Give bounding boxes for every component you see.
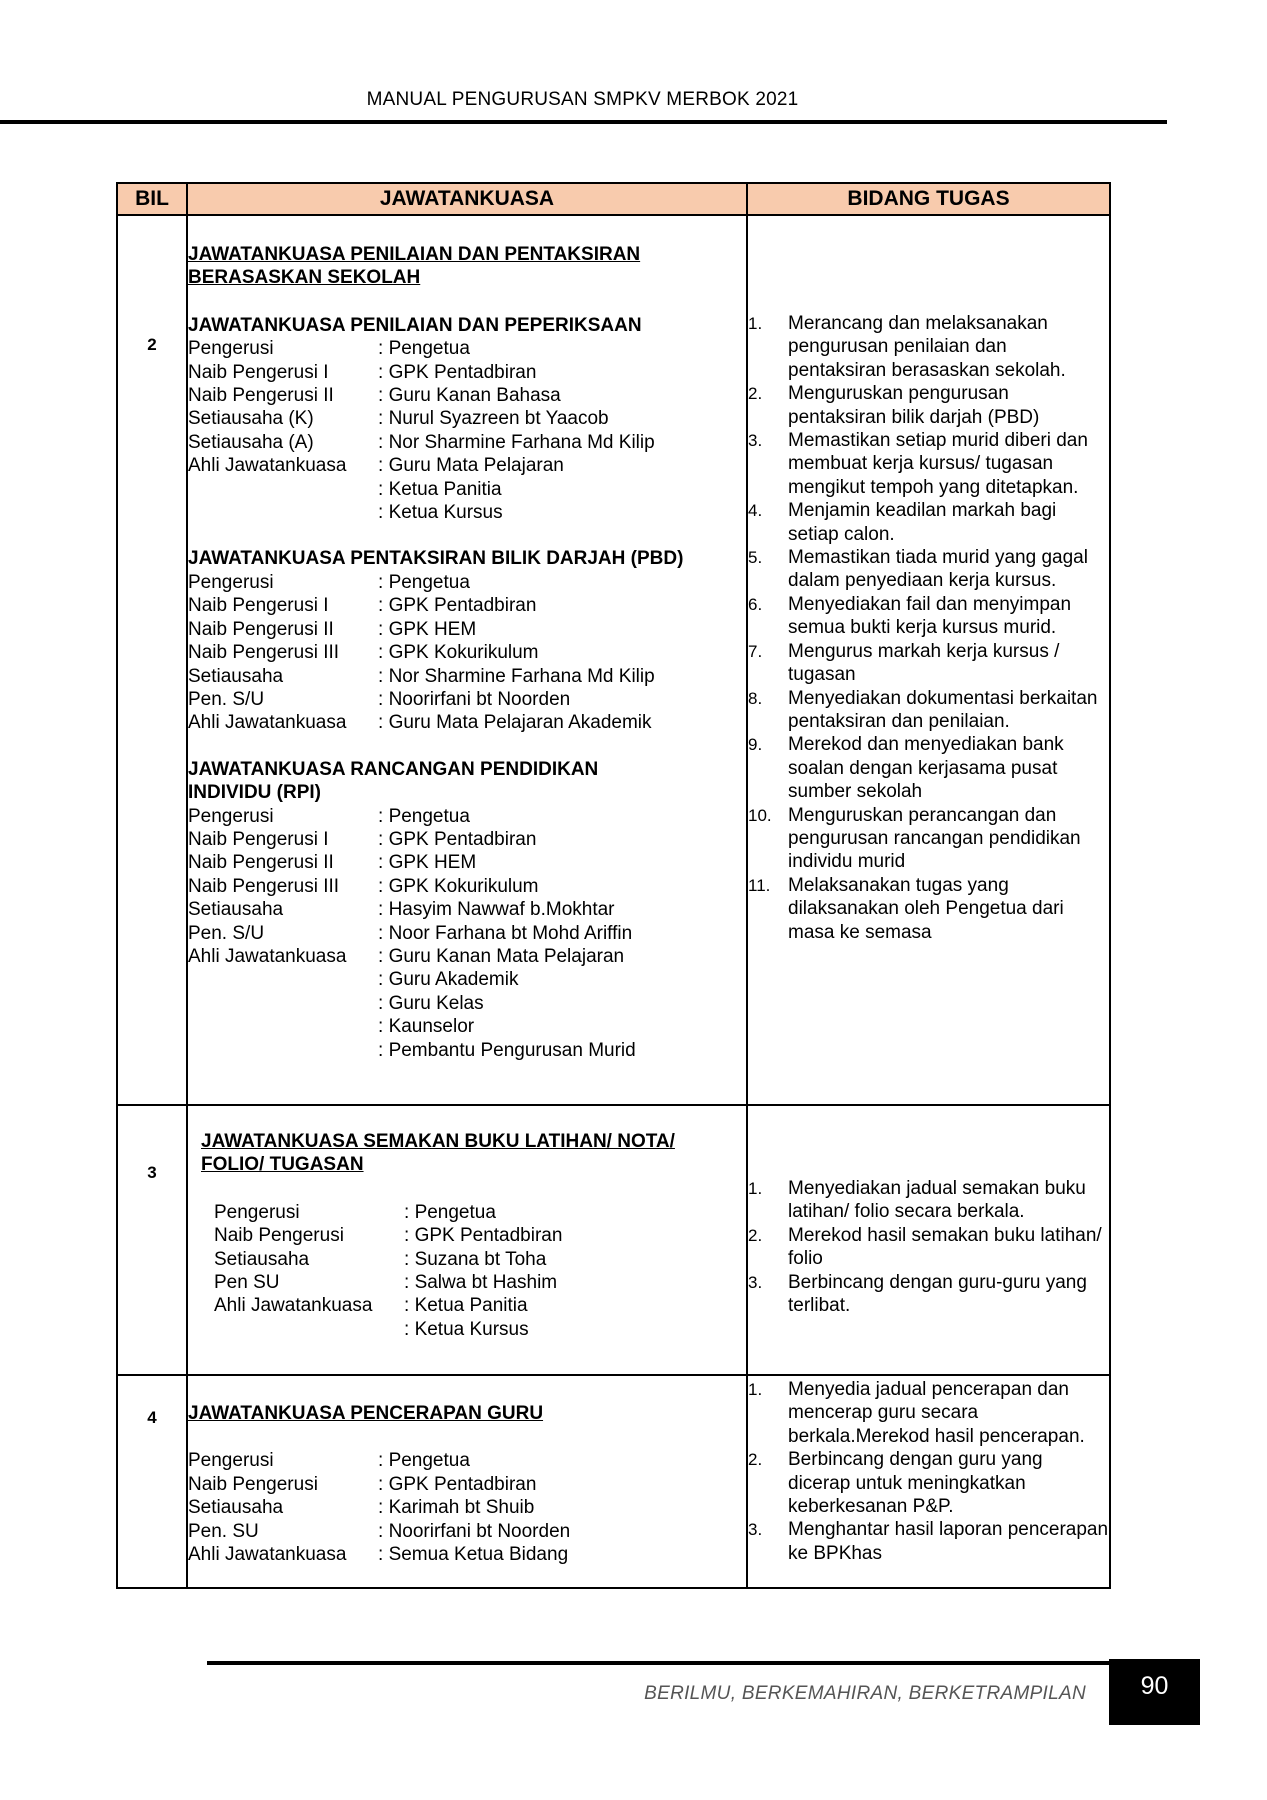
member-role: Naib Pengerusi: [188, 1473, 318, 1495]
duty-number: 2.: [748, 1450, 763, 1470]
member-row: Naib Pengerusi : GPK Pentadbiran: [188, 1473, 746, 1496]
member-row: Ahli Jawatankuasa : Guru Kanan Mata Pelajaran: [188, 945, 746, 968]
row-number: [117, 215, 187, 1105]
committee-cell: [187, 1375, 747, 1588]
member-name: GPK HEM: [388, 618, 477, 640]
member-name: GPK Pentadbiran: [388, 1473, 537, 1495]
member-row: : Ketua Kursus: [188, 501, 746, 524]
committee-table: [116, 182, 1111, 1589]
duty-number: 5.: [748, 548, 763, 568]
duty-text: Berbincang dengan guru yang dicerap untuk meningkatkan keberkesanan P&P.: [788, 1449, 1043, 1518]
member-role: [188, 501, 378, 524]
member-row: Ahli Jawatankuasa : Guru Mata Pelajaran: [188, 454, 746, 477]
member-role: Naib Pengerusi I: [188, 828, 329, 850]
duty-number: 10.: [748, 805, 772, 825]
member-role: Ahli Jawatankuasa: [188, 455, 347, 477]
committee-title: JAWATANKUASA PENCERAPAN GURU: [188, 1403, 544, 1424]
member-name: Guru Mata Pelajaran: [388, 455, 564, 477]
duty-text: Menyediakan dokumentasi berkaitan pentaksiran dan penilaian.: [788, 687, 1098, 732]
table-row: [117, 1375, 1110, 1588]
member-name: Ketua Panitia: [388, 478, 502, 500]
duty-text: Menyediakan fail dan menyimpan semua bukti kerja kursus murid.: [788, 593, 1072, 639]
member-role: Pen. S/U: [188, 922, 265, 944]
list-item: [748, 429, 1109, 499]
member-name: GPK Kokurikulum: [388, 642, 539, 664]
list-item: [748, 1224, 1109, 1271]
duty-number: 11.: [748, 875, 771, 895]
duty-number: 3.: [748, 1520, 763, 1540]
member-name: Karimah bt Shuib: [388, 1497, 535, 1519]
member-name: Guru Kanan Mata Pelajaran: [388, 945, 625, 967]
member-role: Ahli Jawatankuasa: [214, 1295, 373, 1317]
member-role: [188, 1039, 378, 1062]
member-role: Pen. SU: [188, 1520, 259, 1542]
column-header-bil: BIL: [117, 183, 187, 215]
list-item: [748, 499, 1109, 546]
member-row: Pengerusi : Pengetua: [188, 337, 746, 360]
member-name: Pengetua: [414, 1201, 496, 1223]
member-name: Ketua Kursus: [414, 1318, 529, 1340]
member-name: Salwa bt Hashim: [414, 1272, 558, 1294]
duties-list: [748, 312, 1109, 944]
duty-text: Mengurus markah kerja kursus / tugasan: [788, 640, 1060, 686]
member-name: Noorirfani bt Noorden: [388, 688, 571, 710]
member-row: : Ketua Panitia: [188, 478, 746, 501]
row-number-value: 4: [147, 1408, 157, 1427]
member-role: Ahli Jawatankuasa: [188, 712, 347, 734]
member-row: Naib Pengerusi I : GPK Pentadbiran: [188, 594, 746, 617]
member-role: Pen SU: [214, 1272, 280, 1294]
duty-text: Menjamin keadilan markah bagi setiap calon.: [788, 500, 1057, 545]
member-role: [188, 968, 378, 991]
row-number: [117, 1375, 187, 1588]
member-name: Guru Kelas: [388, 992, 484, 1014]
member-name: Noorirfani bt Noorden: [388, 1520, 571, 1542]
row-number: [117, 1105, 187, 1375]
duties-list: [748, 1378, 1109, 1565]
duties-list: [748, 1177, 1109, 1317]
member-row: Naib Pengerusi II : GPK HEM: [188, 851, 746, 874]
member-name: Hasyim Nawwaf b.Mokhtar: [388, 899, 615, 921]
member-role: Ahli Jawatankuasa: [188, 1544, 347, 1566]
list-item: [748, 546, 1109, 593]
member-name: Nor Sharmine Farhana Md Kilip: [388, 431, 655, 453]
member-row: Naib Pengerusi I : GPK Pentadbiran: [188, 828, 746, 851]
member-row: Naib Pengerusi I : GPK Pentadbiran: [188, 361, 746, 384]
duty-text: Merekod hasil semakan buku latihan/ folio: [788, 1224, 1102, 1270]
list-item: [748, 1378, 1109, 1448]
list-item: [748, 804, 1109, 874]
member-role: Pengerusi: [214, 1201, 300, 1223]
committee-cell: [187, 1105, 747, 1375]
duty-number: 1.: [748, 314, 763, 333]
member-role: [188, 992, 378, 1015]
member-name: Ketua Panitia: [414, 1295, 528, 1317]
duty-number: 3.: [748, 1272, 763, 1292]
member-row: Naib Pengerusi : GPK Pentadbiran: [214, 1224, 746, 1247]
header-divider: [0, 120, 1167, 124]
subcommittee-title: JAWATANKUASA PENILAIAN DAN PEPERIKSAAN: [188, 314, 642, 336]
list-item: [748, 687, 1109, 734]
member-role: Naib Pengerusi II: [188, 385, 334, 407]
member-name: Guru Mata Pelajaran Akademik: [388, 712, 652, 734]
member-name: Kaunselor: [388, 1016, 475, 1038]
member-role: Naib Pengerusi I: [188, 595, 329, 617]
list-item: [748, 1271, 1109, 1318]
member-role: Setiausaha: [188, 1497, 284, 1519]
member-name: Suzana bt Toha: [414, 1248, 547, 1270]
duty-number: 4.: [748, 501, 763, 521]
duty-text: Memastikan setiap murid diberi dan membuat kerja kursus/ tugasan mengikut tempoh yang ditetapkan.: [788, 430, 1088, 498]
member-name: Pengetua: [388, 805, 470, 827]
duty-number: 1.: [748, 1179, 763, 1198]
member-row: Setiausaha : Karimah bt Shuib: [188, 1496, 746, 1519]
member-row: Ahli Jawatankuasa : Guru Mata Pelajaran Akademik: [188, 711, 746, 734]
duty-text: Merancang dan melaksanakan pengurusan penilaian dan pentaksiran berasaskan sekolah.: [788, 313, 1066, 381]
duty-text: Berbincang dengan guru-guru yang terlibat.: [788, 1271, 1087, 1317]
member-role: Naib Pengerusi III: [188, 642, 340, 664]
duties-cell: [747, 215, 1110, 1105]
member-name: Pembantu Pengurusan Murid: [388, 1039, 636, 1061]
member-row: Pen SU : Salwa bt Hashim: [214, 1271, 746, 1294]
page-number: 90: [1109, 1659, 1200, 1725]
committee-title: JAWATANKUASA SEMAKAN BUKU LATIHAN/ NOTA/ FOLIO/ TUGASAN: [201, 1131, 675, 1176]
duty-text: Merekod dan menyediakan bank soalan dengan kerjasama pusat sumber sekolah: [788, 734, 1064, 803]
member-name: Semua Ketua Bidang: [388, 1544, 569, 1566]
member-row: Naib Pengerusi III : GPK Kokurikulum: [188, 875, 746, 898]
list-item: [748, 382, 1109, 429]
duty-number: 1.: [748, 1380, 763, 1399]
member-name: GPK Pentadbiran: [388, 828, 537, 850]
member-row: : Pembantu Pengurusan Murid: [188, 1039, 746, 1062]
member-name: Guru Kanan Bahasa: [388, 385, 561, 407]
member-role: Naib Pengerusi III: [188, 875, 340, 897]
list-item: [748, 1448, 1109, 1518]
subcommittee-title: JAWATANKUASA PENTAKSIRAN BILIK DARJAH (PBD): [188, 548, 684, 570]
duty-text: Menghantar hasil laporan pencerapan ke BPKhas: [788, 1519, 1109, 1564]
duty-text: Melaksanakan tugas yang dilaksanakan oleh Pengetua dari masa ke semasa: [788, 874, 1064, 943]
member-row: : Kaunselor: [188, 1015, 746, 1038]
member-name: Guru Akademik: [388, 969, 519, 991]
duty-text: Menguruskan pengurusan pentaksiran bilik darjah (PBD): [788, 383, 1040, 428]
member-role: Naib Pengerusi: [214, 1225, 344, 1247]
duty-text: Menguruskan perancangan dan pengurusan rancangan pendidikan individu murid: [788, 804, 1081, 873]
member-role: Naib Pengerusi II: [188, 618, 334, 640]
member-role: Pengerusi: [188, 805, 274, 827]
member-name: GPK Pentadbiran: [388, 361, 537, 383]
member-row: Setiausaha : Nor Sharmine Farhana Md Kilip: [188, 665, 746, 688]
footer-motto: BERILMU, BERKEMAHIRAN, BERKETRAMPILAN: [644, 1683, 1086, 1704]
member-name: Nor Sharmine Farhana Md Kilip: [388, 665, 655, 687]
subcommittee-title: JAWATANKUASA RANCANGAN PENDIDIKAN INDIVIDU (RPI): [188, 758, 599, 804]
committee-cell: [187, 215, 747, 1105]
member-role: Naib Pengerusi I: [188, 361, 329, 383]
member-row: Setiausaha : Suzana bt Toha: [214, 1248, 746, 1271]
row-number-value: 3: [147, 1163, 157, 1182]
member-name: GPK Pentadbiran: [414, 1225, 563, 1247]
row-number-value: 2: [147, 335, 157, 354]
duties-cell: [747, 1375, 1110, 1588]
member-name: GPK Kokurikulum: [388, 875, 539, 897]
list-item: [748, 874, 1109, 944]
duty-number: 3.: [748, 431, 763, 451]
member-name: Pengetua: [388, 338, 470, 360]
list-item: [748, 733, 1109, 803]
member-name: Nurul Syazreen bt Yaacob: [388, 408, 609, 430]
footer-divider: [207, 1661, 1110, 1665]
member-role: Pengerusi: [188, 1450, 274, 1472]
member-row: Ahli Jawatankuasa : Ketua Panitia: [214, 1294, 746, 1317]
member-row: Naib Pengerusi II : Guru Kanan Bahasa: [188, 384, 746, 407]
member-row: Setiausaha (A) : Nor Sharmine Farhana Md Kilip: [188, 431, 746, 454]
member-name: Pengetua: [388, 1450, 470, 1472]
column-header-bidang-tugas: BIDANG TUGAS: [747, 183, 1110, 215]
member-role: Setiausaha: [214, 1248, 310, 1270]
list-item: [748, 1177, 1109, 1224]
list-item: [748, 593, 1109, 640]
member-row: Pengerusi : Pengetua: [214, 1201, 746, 1224]
member-row: : Ketua Kursus: [214, 1318, 746, 1341]
member-name: GPK HEM: [388, 852, 477, 874]
duties-cell: [747, 1105, 1110, 1375]
column-header-jawatankuasa: JAWATANKUASA: [187, 183, 747, 215]
member-row: Pen. S/U : Noorirfani bt Noorden: [188, 688, 746, 711]
duty-number: 2.: [748, 1225, 763, 1245]
member-role: Setiausaha: [188, 899, 284, 921]
member-row: : Guru Kelas: [188, 992, 746, 1015]
duty-number: 8.: [748, 688, 763, 708]
member-role: [188, 478, 378, 501]
member-role: Pengerusi: [188, 571, 274, 593]
committee-title: JAWATANKUASA PENILAIAN DAN PENTAKSIRAN BERASASKAN SEKOLAH: [188, 244, 641, 289]
member-role: Ahli Jawatankuasa: [188, 945, 347, 967]
member-row: Naib Pengerusi II : GPK HEM: [188, 618, 746, 641]
duty-number: 9.: [748, 735, 763, 755]
member-role: Setiausaha (A): [188, 431, 314, 453]
member-role: Pengerusi: [188, 338, 274, 360]
member-row: Pengerusi : Pengetua: [188, 571, 746, 594]
member-row: Pen. S/U : Noor Farhana bt Mohd Ariffin: [188, 922, 746, 945]
member-name: GPK Pentadbiran: [388, 595, 537, 617]
member-name: Pengetua: [388, 571, 470, 593]
member-role: Setiausaha (K): [188, 408, 314, 430]
member-row: : Guru Akademik: [188, 968, 746, 991]
member-row: Naib Pengerusi III : GPK Kokurikulum: [188, 641, 746, 664]
member-row: Pen. SU : Noorirfani bt Noorden: [188, 1520, 746, 1543]
table-row: [117, 215, 1110, 1105]
member-row: Setiausaha : Hasyim Nawwaf b.Mokhtar: [188, 898, 746, 921]
duty-number: 2.: [748, 384, 763, 404]
table-header-row: [117, 183, 1110, 215]
list-item: [748, 312, 1109, 382]
list-item: [748, 1518, 1109, 1565]
member-role: [214, 1318, 404, 1341]
list-item: [748, 640, 1109, 687]
member-role: [188, 1015, 378, 1038]
duty-text: Menyediakan jadual semakan buku latihan/ folio secara berkala.: [788, 1178, 1086, 1223]
page-header-title: MANUAL PENGURUSAN SMPKV MERBOK 2021: [366, 89, 799, 110]
member-row: Ahli Jawatankuasa : Semua Ketua Bidang: [188, 1543, 746, 1566]
member-role: Setiausaha: [188, 665, 284, 687]
member-name: Noor Farhana bt Mohd Ariffin: [388, 922, 633, 944]
duty-text: Menyedia jadual pencerapan dan mencerap guru secara berkala.Merekod hasil pencerapan.: [788, 1379, 1085, 1447]
member-row: Setiausaha (K) : Nurul Syazreen bt Yaacob: [188, 407, 746, 430]
member-row: Pengerusi : Pengetua: [188, 1449, 746, 1472]
member-role: Naib Pengerusi II: [188, 852, 334, 874]
member-name: Ketua Kursus: [388, 502, 503, 524]
duty-text: Memastikan tiada murid yang gagal dalam penyediaan kerja kursus.: [788, 547, 1088, 592]
table-row: [117, 1105, 1110, 1375]
duty-number: 7.: [748, 641, 763, 661]
duty-number: 6.: [748, 594, 763, 614]
member-row: Pengerusi : Pengetua: [188, 805, 746, 828]
member-role: Pen. S/U: [188, 688, 265, 710]
